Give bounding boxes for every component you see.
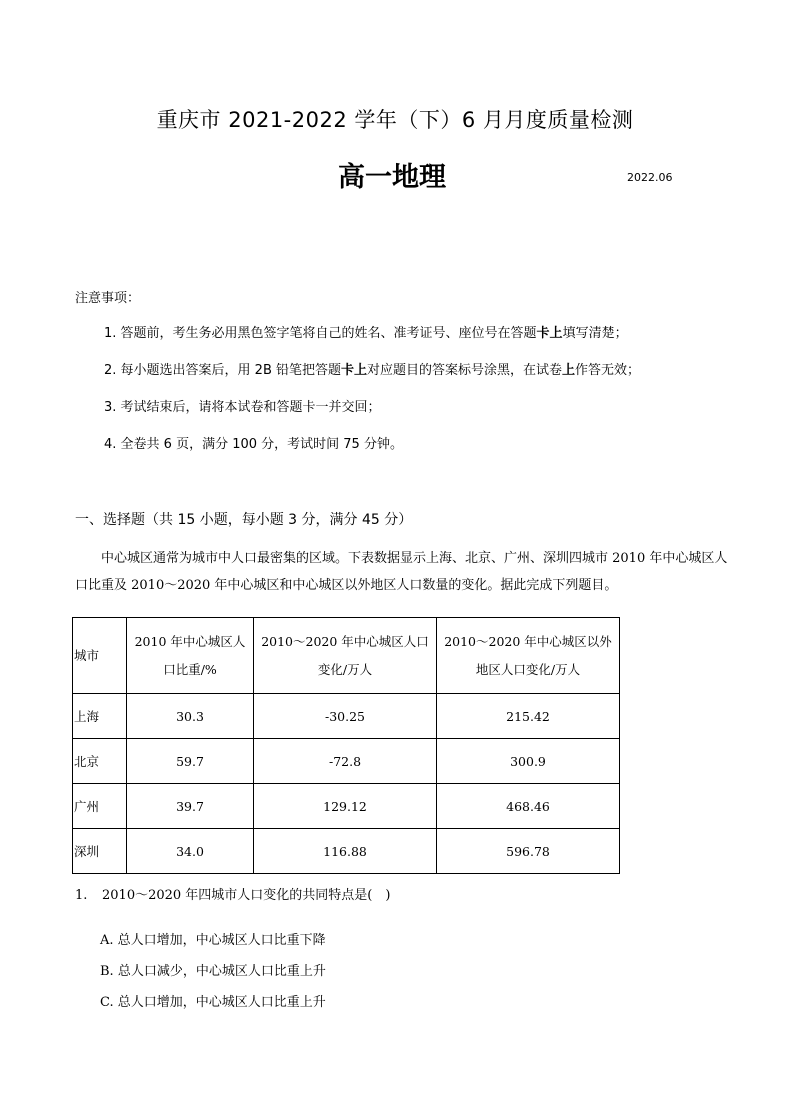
table-cell: 北京 — [73, 739, 127, 784]
question-number: 1. — [75, 888, 88, 903]
table-cell: 596.78 — [437, 829, 620, 874]
section-heading: 一、选择题（共 15 小题，每小题 3 分，满分 45 分） — [75, 512, 413, 528]
notice-item-4: 4. 全卷共 6 页，满分 100 分，考试时间 75 分钟。 — [104, 437, 403, 452]
notice-heading: 注意事项： — [75, 291, 141, 306]
table-cell: 深圳 — [73, 829, 127, 874]
table-row — [73, 784, 620, 829]
section-intro: 中心城区通常为城市中人口最密集的区域。下表数据显示上海、北京、广州、深圳四城市 2010 年中心城区人口比重及 2010～2020 年中心城区和中心城区以外地区人口数量的变化。据此完成下列题目。 — [75, 551, 728, 593]
table-cell: 30.3 — [127, 694, 254, 739]
table-cell: 300.9 — [437, 739, 620, 784]
table-cell: 上海 — [73, 694, 127, 739]
table-cell: 116.88 — [254, 829, 437, 874]
table-cell: 34.0 — [127, 829, 254, 874]
question-stem: 2010～2020 年四城市人口变化的共同特点是( ) — [102, 888, 391, 903]
table-cell: 468.46 — [437, 784, 620, 829]
page-title: 重庆市 2021-2022 学年（下）6 月月度质量检测 — [156, 108, 634, 132]
notice-item-2: 2. 每小题选出答案后，用 2B 铅笔把答题卡上对应题目的答案标号涂黑，在试卷上作答无效； — [104, 363, 641, 378]
option-c: C. 总人口增加，中心城区人口比重上升 — [100, 995, 326, 1010]
table-cell: -72.8 — [254, 739, 437, 784]
table-header-row — [73, 618, 620, 694]
exam-date: 2022.06 — [627, 171, 673, 184]
notice-item-3: 3. 考试结束后，请将本试卷和答题卡一并交回； — [104, 400, 381, 415]
table-header-cell: 2010～2020 年中心城区以外地区人口变化/万人 — [437, 618, 620, 694]
option-a: A. 总人口增加，中心城区人口比重下降 — [100, 933, 326, 948]
table-cell: 广州 — [73, 784, 127, 829]
table-row — [73, 829, 620, 874]
notice-item-1: 1. 答题前，考生务必用黑色签字笔将自己的姓名、准考证号、座位号在答题卡上填写清楚； — [104, 326, 628, 341]
table-row — [73, 694, 620, 739]
subject-title: 高一地理 — [338, 162, 446, 193]
table-header-cell: 城市 — [73, 618, 127, 694]
population-table — [72, 617, 620, 874]
table-cell: -30.25 — [254, 694, 437, 739]
table-cell: 215.42 — [437, 694, 620, 739]
table-cell: 129.12 — [254, 784, 437, 829]
table-header-cell: 2010～2020 年中心城区人口变化/万人 — [254, 618, 437, 694]
question-1 — [75, 884, 390, 903]
table-header-cell: 2010 年中心城区人口比重/% — [127, 618, 254, 694]
table-cell: 39.7 — [127, 784, 254, 829]
table-row — [73, 739, 620, 784]
table-cell: 59.7 — [127, 739, 254, 784]
option-b: B. 总人口减少，中心城区人口比重上升 — [100, 964, 326, 979]
